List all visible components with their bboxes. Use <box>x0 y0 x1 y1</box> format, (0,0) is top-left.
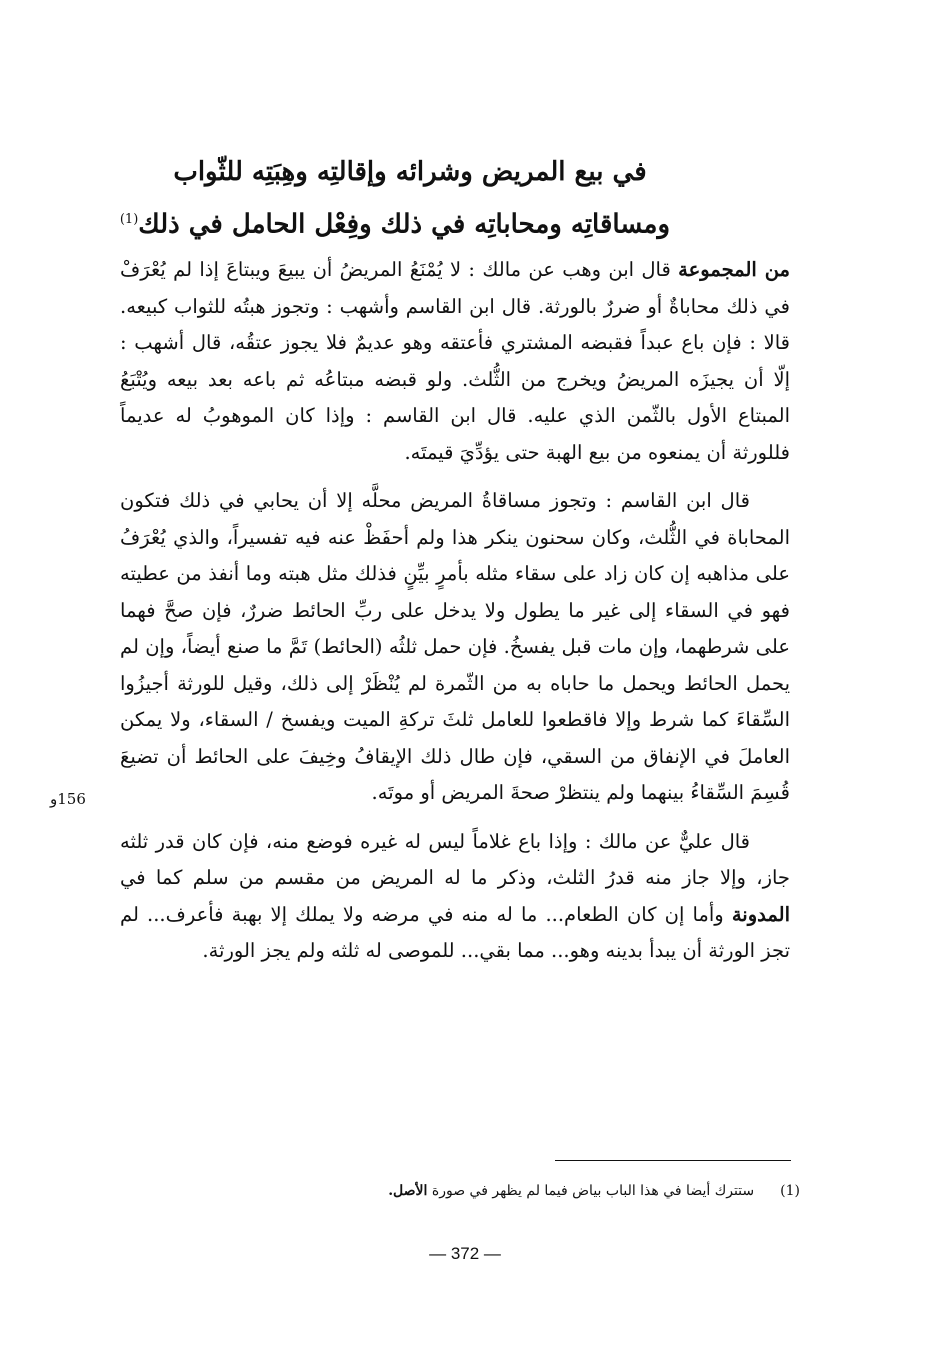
page-number: — 372 — <box>429 1244 501 1263</box>
paragraph-2: قال ابن القاسم : وتجوز مساقاةُ المريض محلَّه إلا أن يحابي في ذلك فتكون المحاباة في الثُّلث، وكان سحنون ينكر هذا ولم أحفَظْ عنه فيه تفسيراً، والذي يُعْرَفُ على مذاهبه إن كان زاد على سقاء مثله بأمرٍ بيِّنٍ فذلك مثل هبته وما أنفذ من عطيته فهو في السقاء إلى غير ما يطول ولا يدخل على ربِّ الحائط ضررٌ، فإن صحَّ فهما على شرطهما، وإن مات قبل يفسخُ. فإن حمل ثلثُه (الحائط) تَمَّ ما صنع أيضاً، وإن لم يحمل الحائط ويحمل ما حاباه به من الثّمرة لم يُنْظَرْ إلى ذلك، وقيل للورثة أجيزُوا السِّقاءَ كما شرط وإلا فاقطعوا للعامل ثلثَ تركةِ الميت ويفسخ / السقاء، ولا يمكن العاملَ في الإنفاق من السقي، فإن طال ذلك الإيقافُ وخِيفَ على الحائط أن تضيعَ قُسِمَ السِّقاءُ بينهما ولم ينتظرْ صحةَ المريض أو موتَه. <box>120 489 790 804</box>
manuscript-folio-note: 156و <box>50 790 86 808</box>
footnote-text: ستترك أيضا في هذا الباب بياض فيما لم يظهر في صورة <box>427 1183 755 1199</box>
footnote-number: (1) <box>780 1183 800 1199</box>
chapter-title-line-1: في بيع المريض وشرائه وإقالتِه وهِبَتِه للثّواب <box>173 157 647 187</box>
chapter-title-line-2 <box>119 196 670 249</box>
paragraph-1-text: قال ابن وهب عن مالك : لا يُمْنَعُ المريضُ أن يبيعَ ويبتاعَ إذا لم يُعْرَفْ في ذلك محاباةٌ أو ضررٌ بالورثة. قال ابن القاسم وأشهب : وتجوز هبتُه للثواب كبيعه. قالا : فإن باع عبداً فقبضه المشتري فأعتقه وهو عديمٌ فلا يجوز عتقُه، قال أشهب : إلّا أن يجيزَه المريضُ ويخرج من الثُّلث. ولو قبضه مبتاعُه ثم باعه بعد بيعه ويُتْبَعُ المبتاع الأول بالثّمن الذي عليه. قال ابن القاسم : وإذا كان الموهوبُ له عديماً فللورثة أن يمنعوه من بيع الهبة حتى يؤدِّيَ قيمتَه. <box>120 258 790 464</box>
chapter-title <box>119 148 670 249</box>
footnote-text-bold: الأصل. <box>388 1183 428 1199</box>
paragraph-3-text-b: وأما إن كان الطعام... ما له منه في مرضه ولا يملك إلا بهبة فأعرف... لم تجز الورثة أن يبدأ بدينه وهو... مما بقي... للموصى له ثلثه ولم يجز الورثة. <box>120 902 790 962</box>
source-name-bold: من المجموعة <box>678 258 790 281</box>
footnote-separator <box>555 1160 791 1161</box>
main-text <box>120 252 790 982</box>
paragraph-3-text-a: قال عليٌّ عن مالك : وإذا باع غلاماً ليس له غيره فوضع منه، فإن كان قدر ثلثه جاز، وإلا جاز منه قدرُ الثلث، وذكر ما له المريض من مقسم من سلم كما في <box>120 829 790 889</box>
book-name-bold: المدونة <box>731 902 790 926</box>
paragraph-1 <box>120 252 790 471</box>
paragraph-3 <box>120 824 790 970</box>
footnote <box>320 1180 800 1202</box>
footnote-reference: (1) <box>119 212 139 227</box>
chapter-title-line-2-text: ومساقاتِه ومحاباتِه في ذلك وفِعْل الحامل في ذلك <box>138 209 670 240</box>
